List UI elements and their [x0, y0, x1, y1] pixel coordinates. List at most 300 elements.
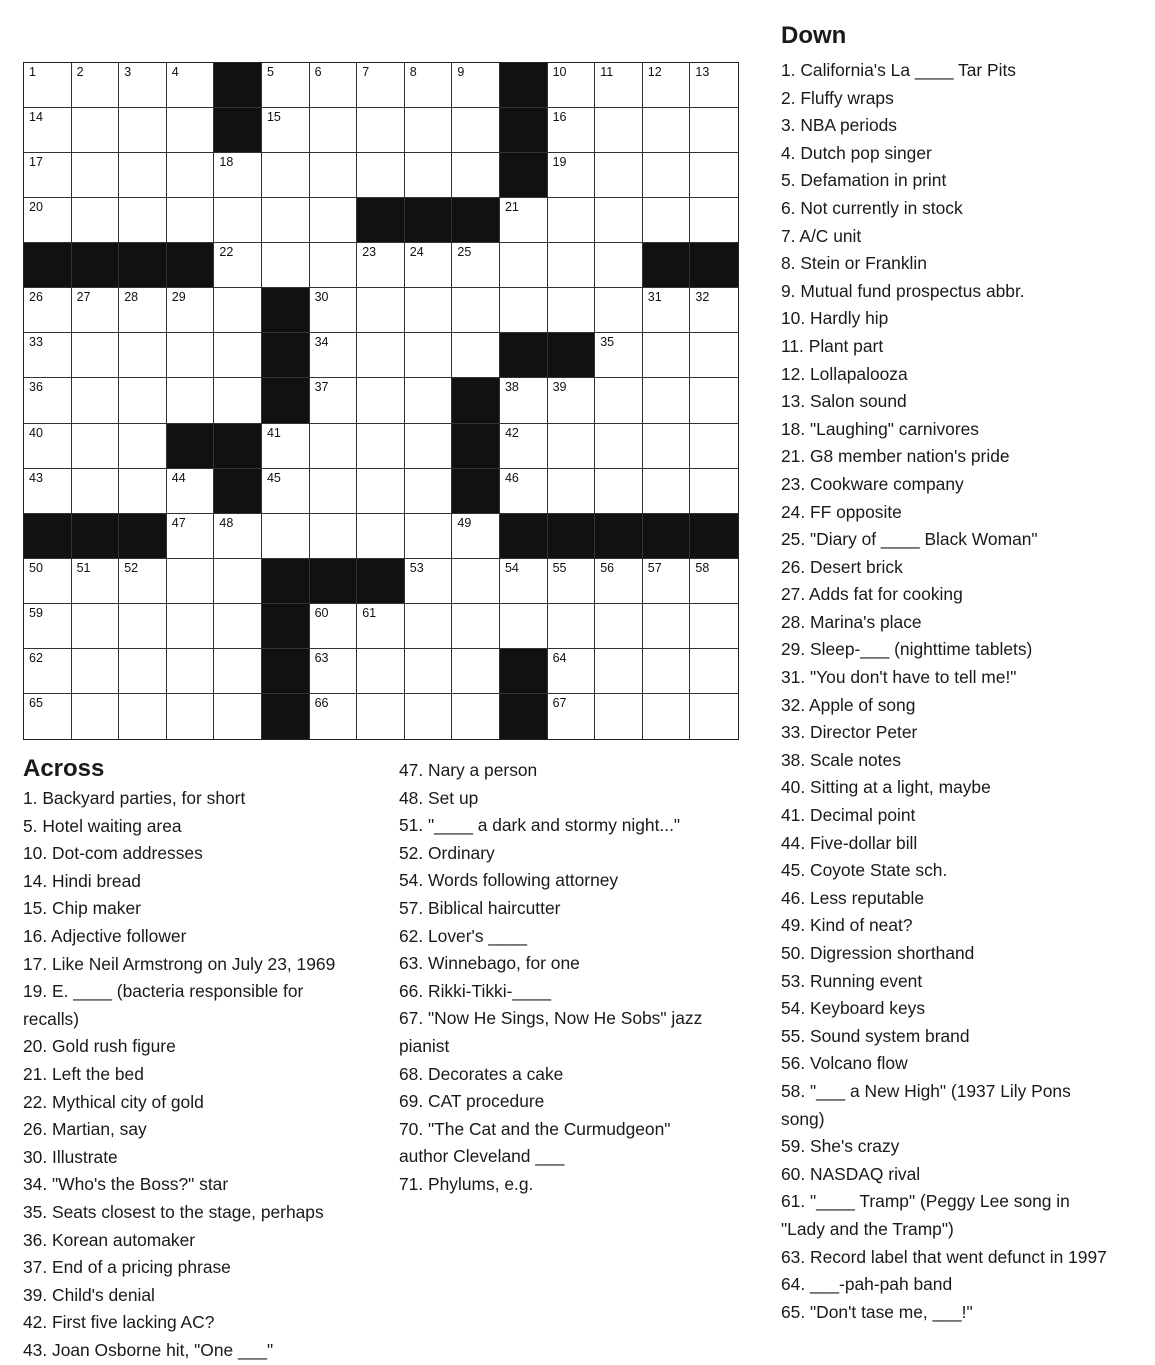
down-clue[interactable]: 31. "You don't have to tell me!"	[781, 667, 1017, 688]
across-clue[interactable]: 57. Biblical haircutter	[399, 897, 561, 918]
grid-cell[interactable]	[548, 604, 596, 649]
down-clue[interactable]: 32. Apple of song	[781, 694, 916, 715]
down-clue[interactable]: 2. Fluffy wraps	[781, 87, 894, 108]
grid-cell[interactable]	[500, 604, 548, 649]
grid-cell[interactable]	[167, 649, 215, 694]
down-clue[interactable]: 12. Lollapalooza	[781, 363, 908, 384]
grid-cell[interactable]	[452, 108, 500, 153]
clue-number: 30	[314, 290, 329, 305]
grid-cell[interactable]	[405, 153, 453, 198]
grid-cell[interactable]	[500, 243, 548, 288]
grid-cell[interactable]	[167, 559, 215, 604]
grid-cell[interactable]	[72, 108, 120, 153]
down-clue[interactable]: 21. G8 member nation's pride	[781, 446, 1010, 467]
grid-cell[interactable]	[357, 153, 405, 198]
grid-cell[interactable]	[690, 108, 738, 153]
grid-cell[interactable]	[405, 288, 453, 333]
down-clue[interactable]: 46. Less reputable	[781, 887, 925, 908]
grid-cell[interactable]	[24, 108, 72, 153]
grid-cell[interactable]	[262, 153, 310, 198]
grid-cell[interactable]	[548, 378, 596, 423]
across-clue[interactable]: 21. Left the bed	[23, 1063, 144, 1084]
down-clue[interactable]: 64. ___-pah-pah band	[781, 1274, 953, 1295]
grid-cell[interactable]	[690, 694, 738, 739]
down-clue[interactable]: 23. Cookware company	[781, 473, 964, 494]
grid-cell[interactable]	[548, 108, 596, 153]
clue-number: 28	[124, 290, 139, 305]
grid-cell[interactable]	[643, 333, 691, 378]
grid-cell[interactable]	[119, 559, 167, 604]
clue-number: 40	[29, 425, 43, 440]
clue-number: 48	[219, 515, 234, 530]
grid-cell[interactable]	[310, 243, 358, 288]
grid-cell[interactable]	[595, 288, 643, 333]
down-clue[interactable]: 56. Volcano flow	[781, 1053, 908, 1074]
grid-cell[interactable]	[214, 604, 262, 649]
grid-cell[interactable]	[167, 514, 215, 559]
black-square	[24, 243, 72, 288]
down-clue[interactable]: 7. A/C unit	[781, 225, 862, 246]
grid-cell[interactable]	[548, 243, 596, 288]
grid-cell[interactable]	[595, 198, 643, 243]
grid-cell[interactable]	[167, 694, 215, 739]
grid-cell[interactable]	[690, 469, 738, 514]
grid-cell[interactable]	[548, 198, 596, 243]
down-clue[interactable]: 61. "____ Tramp" (Peggy Lee song in "Lady and the Tramp")	[781, 1191, 1070, 1239]
clue-number: 1	[29, 65, 36, 79]
grid-cell[interactable]	[24, 153, 72, 198]
grid-cell[interactable]	[310, 108, 358, 153]
grid-cell[interactable]	[262, 243, 310, 288]
clue-number: 5	[266, 65, 274, 79]
down-clue[interactable]: 49. Kind of neat?	[781, 915, 913, 936]
grid-cell[interactable]	[357, 604, 405, 649]
across-clue[interactable]: 54. Words following attorney	[399, 870, 619, 891]
grid-cell[interactable]	[214, 333, 262, 378]
grid-cell[interactable]	[643, 198, 691, 243]
grid-cell[interactable]	[405, 559, 453, 604]
grid-cell[interactable]	[72, 649, 120, 694]
grid-cell[interactable]	[595, 424, 643, 469]
grid-cell[interactable]	[643, 288, 691, 333]
grid-cell[interactable]	[72, 604, 120, 649]
down-clue[interactable]: 4. Dutch pop singer	[781, 142, 932, 163]
grid-cell[interactable]	[72, 378, 120, 423]
across-clue[interactable]: 34. "Who's the Boss?" star	[23, 1174, 229, 1195]
black-square	[24, 514, 72, 559]
across-clue[interactable]: 52. Ordinary	[399, 842, 495, 863]
grid-cell[interactable]	[24, 694, 72, 739]
across-clue[interactable]: 22. Mythical city of gold	[23, 1091, 204, 1112]
grid-cell[interactable]	[405, 649, 453, 694]
across-clue[interactable]: 35. Seats closest to the stage, perhaps	[23, 1201, 324, 1222]
grid-cell[interactable]	[119, 63, 167, 108]
down-clue[interactable]: 60. NASDAQ rival	[781, 1163, 921, 1184]
across-clue[interactable]: 69. CAT procedure	[399, 1091, 545, 1112]
grid-cell[interactable]	[357, 288, 405, 333]
down-clue[interactable]: 50. Digression shorthand	[781, 943, 975, 963]
grid-cell[interactable]	[167, 108, 215, 153]
grid-cell[interactable]	[595, 63, 643, 108]
grid-cell[interactable]	[595, 694, 643, 739]
grid-cell[interactable]	[119, 108, 167, 153]
grid-cell[interactable]	[357, 108, 405, 153]
grid-cell[interactable]	[643, 559, 691, 604]
down-clue[interactable]: 38. Scale notes	[781, 749, 901, 770]
clue-number: 21	[504, 200, 519, 215]
grid-cell[interactable]	[405, 63, 453, 108]
grid-cell[interactable]	[643, 63, 691, 108]
grid-cell[interactable]	[500, 198, 548, 243]
grid-cell[interactable]	[500, 424, 548, 469]
grid-cell[interactable]	[405, 469, 453, 514]
across-clue[interactable]: 14. Hindi bread	[23, 870, 141, 891]
grid-cell[interactable]	[357, 469, 405, 514]
grid-cell[interactable]	[643, 153, 691, 198]
black-square	[262, 559, 310, 604]
across-clue[interactable]: 10. Dot-com addresses	[23, 843, 203, 864]
grid-cell[interactable]	[119, 288, 167, 333]
clue-number: 62	[29, 650, 43, 665]
across-clue[interactable]: 17. Like Neil Armstrong on July 23, 1969	[23, 953, 336, 974]
grid-cell[interactable]	[262, 63, 310, 108]
grid-cell[interactable]	[595, 604, 643, 649]
grid-cell[interactable]	[357, 243, 405, 288]
down-clue[interactable]: 55. Sound system brand	[781, 1025, 970, 1046]
down-clue[interactable]: 40. Sitting at a light, maybe	[781, 777, 991, 798]
grid-cell[interactable]	[595, 378, 643, 423]
clue-number: 34	[314, 335, 329, 350]
across-clue[interactable]: 5. Hotel waiting area	[23, 815, 182, 836]
grid-cell[interactable]	[500, 469, 548, 514]
clue-number: 7	[362, 65, 370, 79]
black-square	[690, 243, 738, 288]
grid-cell[interactable]	[167, 153, 215, 198]
across-clue[interactable]: 16. Adjective follower	[23, 925, 187, 946]
grid-cell[interactable]	[405, 514, 453, 559]
down-clue[interactable]: 8. Stein or Franklin	[781, 253, 927, 274]
grid-cell[interactable]	[214, 649, 262, 694]
down-clue[interactable]: 25. "Diary of ____ Black Woman"	[781, 529, 1038, 550]
down-clue[interactable]: 65. "Don't tase me, ___!"	[781, 1301, 973, 1322]
grid-cell[interactable]	[690, 378, 738, 423]
grid-cell[interactable]	[690, 649, 738, 694]
grid-cell[interactable]	[24, 649, 72, 694]
clue-number: 23	[362, 245, 377, 260]
down-clue[interactable]: 58. "___ a New High" (1937 Lily Pons song)	[781, 1080, 1071, 1129]
grid-cell[interactable]	[500, 288, 548, 333]
grid-cell[interactable]	[214, 153, 262, 198]
grid-cell[interactable]	[24, 469, 72, 514]
across-clue[interactable]: 37. End of a pricing phrase	[23, 1257, 231, 1278]
down-clue[interactable]: 45. Coyote State sch.	[781, 860, 948, 881]
down-clue[interactable]: 33. Director Peter	[781, 722, 918, 743]
grid-cell[interactable]	[167, 469, 215, 514]
across-clue[interactable]: 67. "Now He Sings, Now He Sobs" jazz pianist	[399, 1008, 703, 1056]
grid-cell[interactable]	[72, 424, 120, 469]
grid-cell[interactable]	[548, 153, 596, 198]
grid-cell[interactable]	[167, 198, 215, 243]
grid-cell[interactable]	[452, 153, 500, 198]
grid-cell[interactable]	[690, 333, 738, 378]
grid-cell[interactable]	[690, 153, 738, 198]
grid-cell[interactable]	[643, 469, 691, 514]
grid-cell[interactable]	[310, 63, 358, 108]
down-clue[interactable]: 59. She's crazy	[781, 1136, 900, 1157]
grid-cell[interactable]	[24, 198, 72, 243]
grid-cell[interactable]	[262, 424, 310, 469]
grid-cell[interactable]	[405, 694, 453, 739]
grid-cell[interactable]	[214, 694, 262, 739]
grid-cell[interactable]	[262, 108, 310, 153]
grid-cell[interactable]	[72, 559, 120, 604]
across-clue[interactable]: 70. "The Cat and the Curmudgeon" author Cleveland ___	[399, 1118, 671, 1167]
grid-cell[interactable]	[405, 378, 453, 423]
grid-cell[interactable]	[310, 153, 358, 198]
grid-cell[interactable]	[262, 469, 310, 514]
grid-cell[interactable]	[310, 288, 358, 333]
grid-cell[interactable]	[119, 198, 167, 243]
across-clue[interactable]: 71. Phylums, e.g.	[399, 1173, 534, 1194]
clue-number: 54	[504, 560, 519, 575]
grid-cell[interactable]	[452, 288, 500, 333]
grid-cell[interactable]	[262, 514, 310, 559]
grid-cell[interactable]	[310, 469, 358, 514]
grid-cell[interactable]	[357, 649, 405, 694]
grid-cell[interactable]	[405, 333, 453, 378]
grid-cell[interactable]	[595, 153, 643, 198]
down-clue[interactable]: 26. Desert brick	[781, 556, 903, 577]
grid-cell[interactable]	[214, 198, 262, 243]
grid-cell[interactable]	[72, 694, 120, 739]
grid-cell[interactable]	[119, 469, 167, 514]
grid-cell[interactable]	[214, 378, 262, 423]
grid-cell[interactable]	[119, 333, 167, 378]
grid-cell[interactable]	[643, 108, 691, 153]
grid-cell[interactable]	[214, 288, 262, 333]
grid-cell[interactable]	[310, 378, 358, 423]
grid-cell[interactable]	[214, 514, 262, 559]
grid-cell[interactable]	[119, 424, 167, 469]
across-clue[interactable]: 26. Martian, say	[23, 1119, 147, 1140]
grid-cell[interactable]	[452, 559, 500, 604]
grid-cell[interactable]	[357, 514, 405, 559]
grid-cell[interactable]	[643, 378, 691, 423]
grid-cell[interactable]	[500, 559, 548, 604]
grid-cell[interactable]	[310, 649, 358, 694]
across-clue[interactable]: 68. Decorates a cake	[399, 1063, 564, 1084]
grid-cell[interactable]	[452, 63, 500, 108]
across-clue[interactable]: 66. Rikki-Tikki-____	[399, 980, 552, 1001]
grid-cell[interactable]	[167, 288, 215, 333]
grid-cell[interactable]	[72, 288, 120, 333]
grid-cell[interactable]	[690, 198, 738, 243]
grid-cell[interactable]	[214, 243, 262, 288]
grid-cell[interactable]	[690, 604, 738, 649]
down-clue[interactable]: 10. Hardly hip	[781, 308, 889, 329]
grid-cell[interactable]	[72, 63, 120, 108]
down-clue[interactable]: 18. "Laughing" carnivores	[781, 418, 979, 439]
grid-cell[interactable]	[690, 63, 738, 108]
down-clue[interactable]: 9. Mutual fund prospectus abbr.	[781, 280, 1025, 301]
across-clue[interactable]: 36. Korean automaker	[23, 1229, 196, 1250]
across-clue[interactable]: 19. E. ____ (bacteria responsible for recalls)	[23, 981, 304, 1029]
grid-cell[interactable]	[24, 604, 72, 649]
grid-cell[interactable]	[452, 333, 500, 378]
grid-cell[interactable]	[119, 604, 167, 649]
grid-cell[interactable]	[214, 559, 262, 604]
clue-number: 45	[266, 470, 281, 485]
grid-cell[interactable]	[548, 424, 596, 469]
black-square	[214, 424, 262, 469]
grid-cell[interactable]	[119, 378, 167, 423]
grid-cell[interactable]	[357, 424, 405, 469]
down-clue[interactable]: 44. Five-dollar bill	[781, 832, 918, 853]
across-clue[interactable]: 42. First five lacking AC?	[23, 1312, 215, 1333]
grid-cell[interactable]	[690, 424, 738, 469]
grid-cell[interactable]	[72, 198, 120, 243]
grid-cell[interactable]	[690, 559, 738, 604]
grid-cell[interactable]	[24, 63, 72, 108]
clue-number: 38	[504, 380, 519, 395]
grid-cell[interactable]	[595, 243, 643, 288]
across-clue[interactable]: 15. Chip maker	[23, 898, 141, 919]
down-clue[interactable]: 28. Marina's place	[781, 611, 922, 632]
down-clue[interactable]: 63. Record label that went defunct in 1997	[781, 1246, 1107, 1267]
grid-cell[interactable]	[595, 333, 643, 378]
grid-cell[interactable]	[357, 333, 405, 378]
down-clue[interactable]: 13. Salon sound	[781, 391, 907, 412]
clue-number: 6	[314, 65, 322, 79]
grid-cell[interactable]	[310, 514, 358, 559]
down-clue[interactable]: 29. Sleep-___ (nighttime tablets)	[781, 639, 1033, 660]
grid-cell[interactable]	[452, 694, 500, 739]
grid-cell[interactable]	[452, 649, 500, 694]
black-square	[548, 514, 596, 559]
grid-cell[interactable]	[167, 63, 215, 108]
down-clue[interactable]: 11. Plant part	[781, 335, 884, 356]
clue-number: 12	[647, 65, 662, 79]
down-clue[interactable]: 41. Decimal point	[781, 805, 916, 826]
down-clue[interactable]: 54. Keyboard keys	[781, 998, 926, 1019]
grid-cell[interactable]	[643, 694, 691, 739]
grid-cell[interactable]	[690, 288, 738, 333]
grid-cell[interactable]	[310, 424, 358, 469]
grid-cell[interactable]	[310, 333, 358, 378]
black-square	[452, 469, 500, 514]
grid-cell[interactable]	[262, 198, 310, 243]
grid-cell[interactable]	[119, 694, 167, 739]
grid-cell[interactable]	[72, 469, 120, 514]
grid-cell[interactable]	[357, 694, 405, 739]
grid-cell[interactable]	[167, 378, 215, 423]
black-square	[548, 333, 596, 378]
grid-cell[interactable]	[500, 378, 548, 423]
clue-number: 25	[457, 245, 472, 260]
grid-cell[interactable]	[72, 333, 120, 378]
grid-cell[interactable]	[24, 424, 72, 469]
grid-cell[interactable]	[548, 649, 596, 694]
black-square	[500, 153, 548, 198]
grid-cell[interactable]	[548, 694, 596, 739]
grid-cell[interactable]	[643, 649, 691, 694]
grid-cell[interactable]	[643, 604, 691, 649]
grid-cell[interactable]	[24, 559, 72, 604]
grid-cell[interactable]	[595, 649, 643, 694]
clue-number: 41	[266, 425, 281, 440]
clue-number: 47	[171, 515, 186, 530]
across-clue[interactable]: 62. Lover's ____	[399, 925, 528, 946]
down-clue[interactable]: 27. Adds fat for cooking	[781, 584, 963, 605]
grid-cell[interactable]	[167, 604, 215, 649]
grid-cell[interactable]	[167, 333, 215, 378]
grid-cell[interactable]	[310, 198, 358, 243]
clue-number: 35	[600, 335, 615, 350]
across-clue[interactable]: 1. Backyard parties, for short	[23, 788, 246, 808]
across-clue[interactable]: 39. Child's denial	[23, 1284, 155, 1305]
across-clue[interactable]: 30. Illustrate	[23, 1146, 118, 1167]
grid-cell[interactable]	[405, 108, 453, 153]
grid-cell[interactable]	[24, 378, 72, 423]
clue-number: 63	[314, 650, 329, 665]
down-clue[interactable]: 3. NBA periods	[781, 115, 898, 136]
grid-cell[interactable]	[452, 604, 500, 649]
grid-cell[interactable]	[310, 694, 358, 739]
grid-cell[interactable]	[595, 559, 643, 604]
grid-cell[interactable]	[548, 559, 596, 604]
grid-cell[interactable]	[72, 153, 120, 198]
grid-cell[interactable]	[595, 469, 643, 514]
grid-cell[interactable]	[24, 333, 72, 378]
grid-cell[interactable]	[452, 514, 500, 559]
grid-cell[interactable]	[357, 378, 405, 423]
across-clue[interactable]: 63. Winnebago, for one	[399, 953, 580, 974]
across-clue[interactable]: 48. Set up	[399, 787, 479, 808]
across-clue[interactable]: 51. "____ a dark and stormy night..."	[399, 815, 681, 836]
across-clue[interactable]: 43. Joan Osborne hit, "One ___"	[23, 1339, 274, 1360]
clue-number: 65	[29, 695, 43, 710]
down-clue[interactable]: 53. Running event	[781, 970, 923, 991]
grid-cell[interactable]	[357, 63, 405, 108]
black-square	[72, 243, 120, 288]
down-clue[interactable]: 1. California's La ____ Tar Pits	[781, 60, 1017, 80]
grid-cell[interactable]	[405, 424, 453, 469]
clue-number: 11	[600, 65, 614, 79]
clue-number: 55	[552, 560, 567, 575]
black-square	[452, 378, 500, 423]
clue-number: 42	[504, 425, 519, 440]
grid-cell[interactable]	[119, 153, 167, 198]
grid-cell[interactable]	[24, 288, 72, 333]
grid-cell[interactable]	[643, 424, 691, 469]
grid-cell[interactable]	[548, 288, 596, 333]
grid-cell[interactable]	[405, 604, 453, 649]
grid-cell[interactable]	[310, 604, 358, 649]
grid-cell[interactable]	[119, 649, 167, 694]
down-clue[interactable]: 6. Not currently in stock	[781, 197, 963, 218]
grid-cell[interactable]	[452, 243, 500, 288]
clue-number: 26	[29, 290, 43, 305]
black-square	[262, 288, 310, 333]
grid-cell[interactable]	[405, 243, 453, 288]
grid-cell[interactable]	[548, 63, 596, 108]
across-clue[interactable]: 47. Nary a person	[399, 760, 538, 780]
down-clue[interactable]: 24. FF opposite	[781, 501, 902, 522]
across-clue[interactable]: 20. Gold rush figure	[23, 1036, 176, 1057]
down-clue[interactable]: 5. Defamation in print	[781, 170, 947, 191]
grid-cell[interactable]	[548, 469, 596, 514]
grid-cell[interactable]	[595, 108, 643, 153]
